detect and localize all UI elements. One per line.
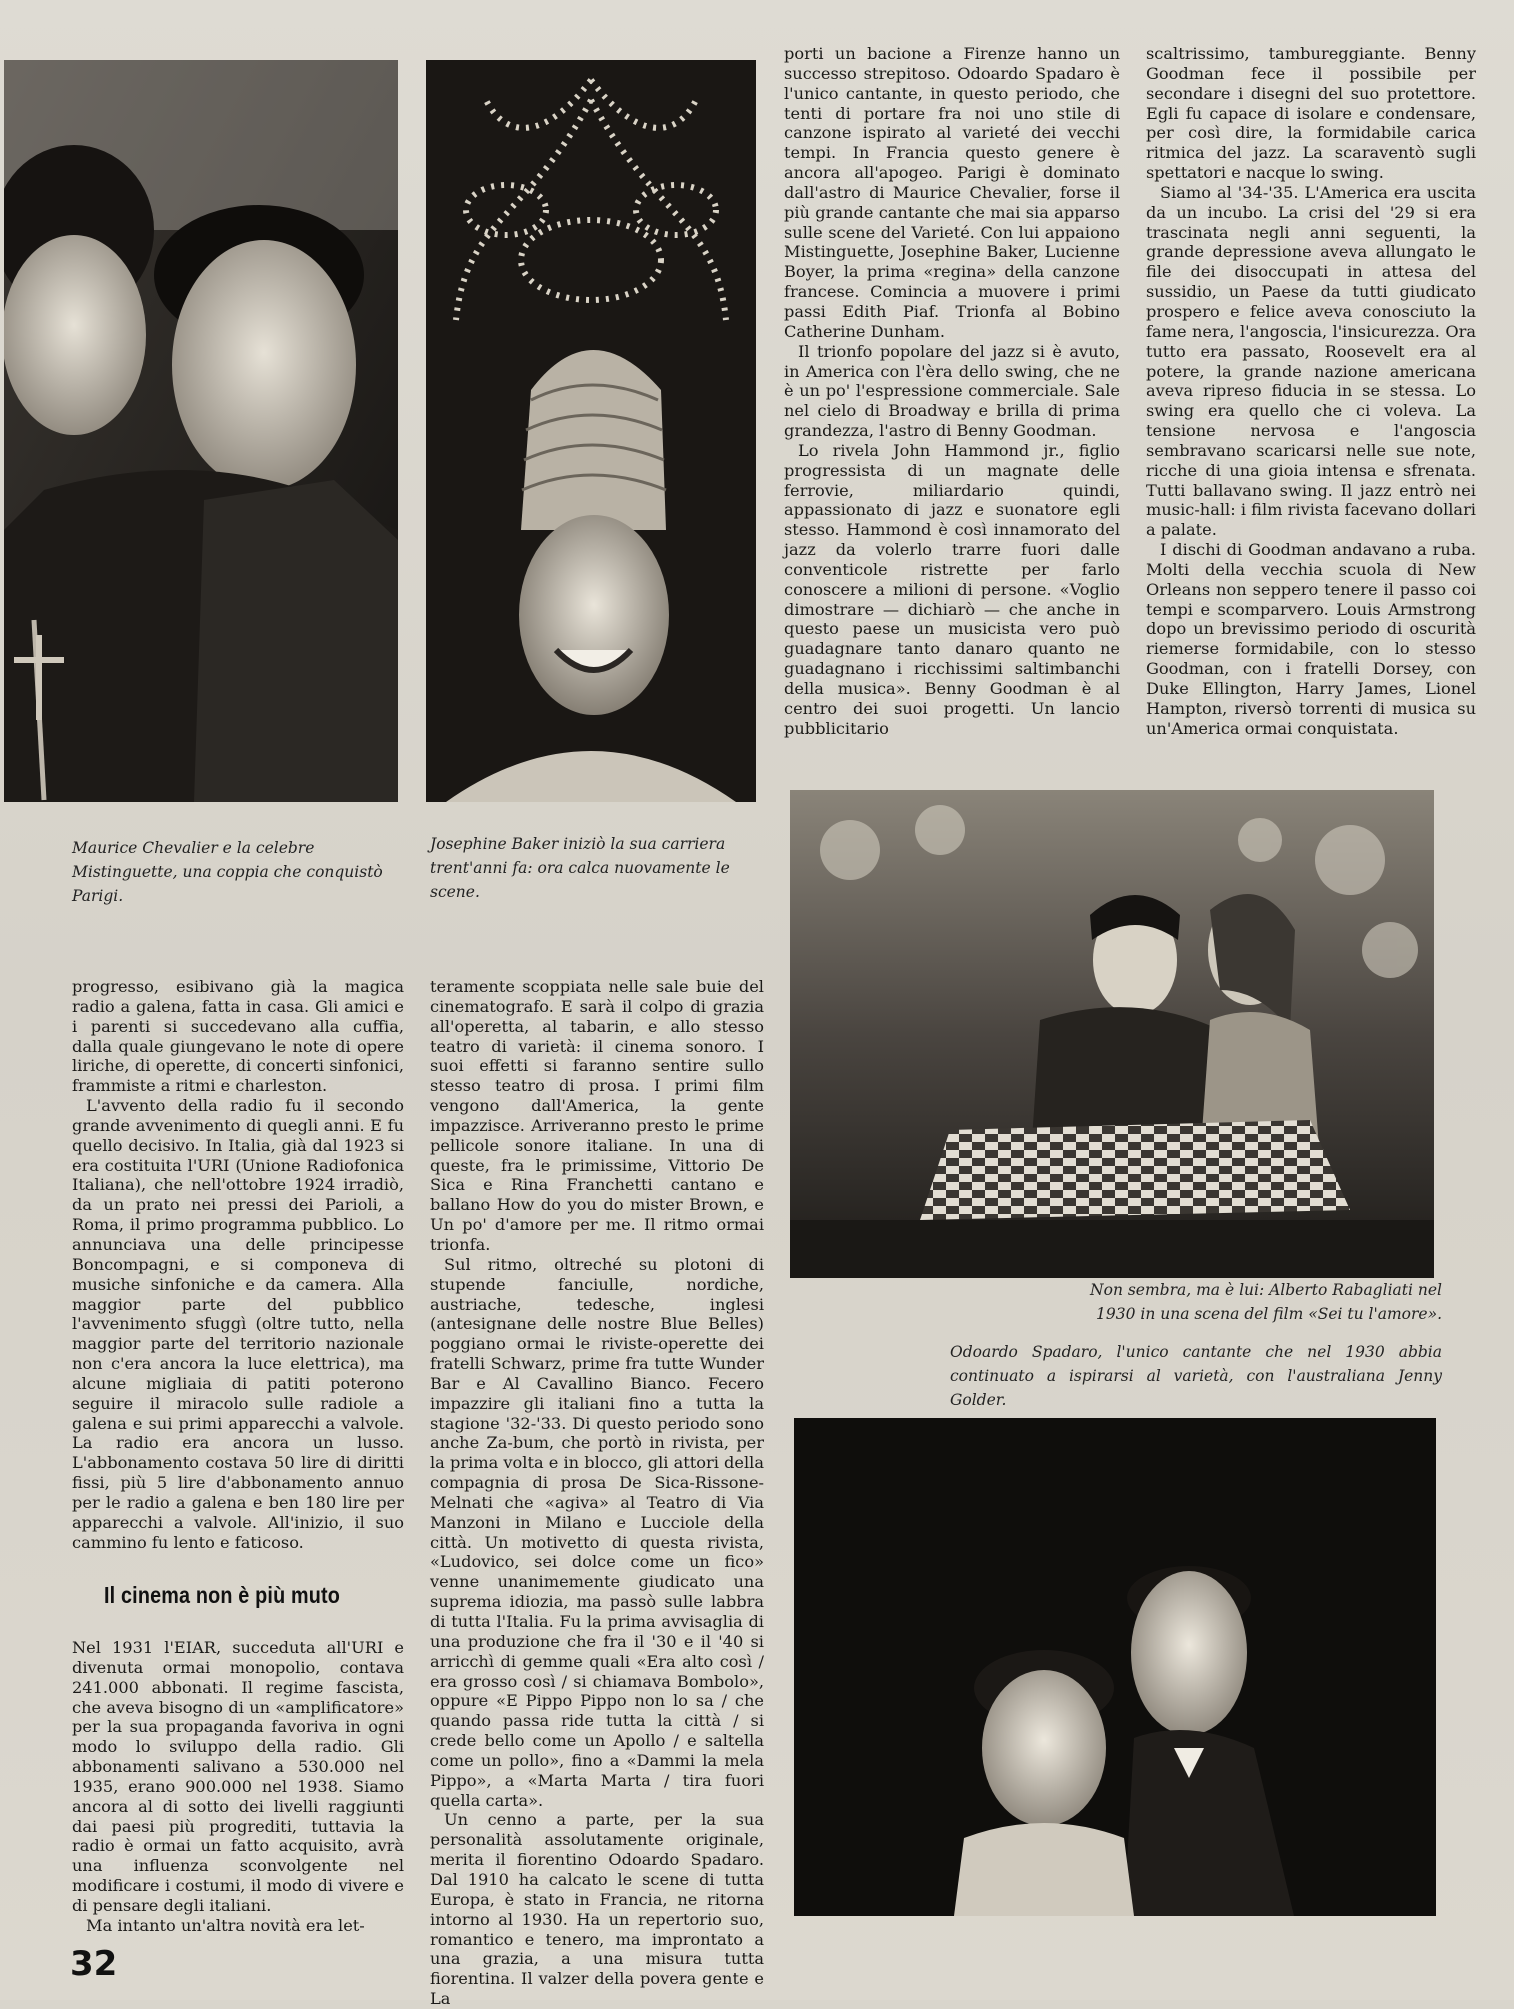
column-1-bottom-b [72, 1638, 404, 1936]
photo-spadaro-golder [794, 1418, 1436, 1916]
caption-rabagliati: Non sembra, ma è lui: Alberto Rabagliati nel 1930 in una scena del film «Sei tu l'amore». [1090, 1281, 1442, 1324]
page-number: 32 [70, 1944, 118, 1984]
photo-rabagliati-image [790, 790, 1434, 1278]
paragraph: teramente scoppiata nelle sale buie del cinematografo. E sarà il colpo di grazia all'operetta, al tabarin, e allo stesso teatro di varietà: il cinema sonoro. I suoi effetti si faranno sentire sullo stesso teatro di prosa. I primi film vengono dall'America, la gente impazzisce. Arriveranno presto le prime pellicole sonore italiane. In una di queste, fra le primissime, Vittorio De Sica e Rina Franchetti cantano e ballano How do you do mister Brown, e Un po' d'amore per me. Il ritmo ormai trionfa. [430, 977, 764, 1254]
paragraph: porti un bacione a Firenze hanno un successo strepitoso. Odoardo Spadaro è l'unico cantante, in questo periodo, che tenti di portare fra noi uno stile di canzone ispirato al varieté dei vecchi tempi. In Francia questo genere è ancora all'apogeo. Parigi è dominato dall'astro di Maurice Chevalier, forse il più grande cantante che mai sia apparso sulle scene del Varieté. Con lui appaiono Mistinguette, Josephine Baker, Lucienne Boyer, la prima «regina» della canzone francese. Comincia a muovere i primi passi Edith Piaf. Trionfa al Bobino Catherine Dunham. [784, 44, 1120, 341]
photo-chevalier-image [4, 60, 398, 802]
paragraph: Siamo al '34-'35. L'America era uscita da un incubo. La crisi del '29 si era trascinata negli anni seguenti, la grande depressione aveva allungato le file dei disoccupati in attesa del sussidio, un Paese da tutti giudicato prospero e felice aveva conosciuto la fame nera, l'angoscia, l'insicurezza. Ora tutto era passato, Roosevelt era al potere, la grande nazione americana aveva ripreso fiducia in se stessa. Lo swing era quello che ci voleva. La tensione nervosa e l'angoscia sembravano scaricarsi nelle sue note, ricche di una gioia intensa e sfrenata. Tutti ballavano swing. Il jazz entrò nei music-hall: i film rivista facevano dollari a palate. [1146, 182, 1476, 540]
paragraph: progresso, esibivano già la magica radio a galena, fatta in casa. Gli amici e i parenti si succedevano alla cuffia, dalla quale giungevano le note di opere liriche, di operette, di concerti sinfonici, frammiste a ritmi e charleston. [72, 977, 404, 1096]
paragraph: Lo rivela John Hammond jr., figlio progressista di un magnate delle ferrovie, miliardario quindi, appassionato di jazz e suonatore egli stesso. Hammond è così innamorato del jazz da volerlo trarre fuori dalle conventicole ristrette per farlo conoscere a milioni di persone. «Voglio dimostrare — dichiarò — che anche in questo paese un musicista vero può guadagnare tanto danaro quanto ne guadagnano i ricchissimi saltimbanchi della musica». Benny Goodman è al centro dei suoi progetti. Un lancio pubblicitario [784, 440, 1120, 738]
paragraph: I dischi di Goodman andavano a ruba. Molti della vecchia scuola di New Orleans non seppero tenere il passo coi tempi e scomparvero. Louis Armstrong dopo un brevissimo periodo di oscurità riemerse formidabile, con lo stesso Goodman, con i fratelli Dorsey, con Duke Ellington, Harry James, Lionel Hampton, riversò torrenti di musica su un'America ormai conquistata. [1146, 540, 1476, 738]
photo-josephine-baker [426, 60, 756, 802]
caption-spadaro: Odoardo Spadaro, l'unico cantante che nel 1930 abbia continuato a ispirarsi al varietà, con l'australiana Jenny Golder. [950, 1343, 1442, 1410]
section-heading: Il cinema non è più muto [104, 1582, 341, 1608]
paragraph: L'avvento della radio fu il secondo grande avvenimento di quegli anni. E fu quello decisivo. In Italia, già dal 1923 si era costituita l'URI (Unione Radiofonica Italiana), che nell'ottobre 1924 irradiò, da un prato nei pressi dei Parioli, a Roma, il primo programma pubblico. Lo annunciava una delle principesse Boncompagni, e si componeva di musiche sinfoniche e da camera. Alla maggior parte del pubblico l'avvenimento sfuggì (oltre tutto, nella maggior parte del territorio nazionale non c'era ancora la luce elettrica), ma alcune migliaia di patiti poterono seguire il miracolo sulle radiole a galena e sui primi apparecchi a valvole. La radio era ancora un lusso. L'abbonamento costava 50 lire di diritti fissi, più 5 lire d'abbonamento annuo per le radio a galena e ben 180 lire per apparecchi a valvole. All'inizio, il suo cammino fu lento e faticoso. [72, 1096, 404, 1552]
photo-rabagliati [790, 790, 1434, 1278]
column-3-top [784, 44, 1120, 739]
paragraph: Ma intanto un'altra novità era let- [86, 1915, 365, 1935]
paragraph: Nel 1931 l'EIAR, succeduta all'URI e divenuta ormai monopolio, contava 241.000 abbonati. Il regime fascista, che aveva bisogno di un «amplificatore» per la sua propaganda favoriva in ogni modo lo sviluppo della radio. Gli abbonamenti salivano a 530.000 nel 1935, erano 900.000 nel 1938. Siamo ancora al di sotto dei livelli raggiunti dai paesi più progrediti, tuttavia la radio è ormai un fatto acquisito, avrà una influenza sconvolgente nel modificare i costumi, il modo di vivere e di pensare degli italiani. [72, 1638, 404, 1915]
photo-chevalier-mistinguette [4, 60, 398, 802]
column-1-bottom-a [72, 977, 404, 1552]
paragraph: Il trionfo popolare del jazz si è avuto, in America con l'èra dello swing, che ne è un po' l'espressione commerciale. Sale nel cielo di Broadway e brilla di prima grandezza, l'astro di Benny Goodman. [784, 341, 1120, 441]
photo-baker-image [426, 60, 756, 802]
paragraph: Sul ritmo, oltreché su plotoni di stupende fanciulle, nordiche, austriache, tedesche, inglesi (antesignane delle nostre Blue Belles) poggiano ormai le riviste-operette dei fratelli Schwarz, prime fra tutte Wunder Bar e Al Cavallino Bianco. Fecero impazzire gli italiani fino a tutta la stagione '32-'33. Di questo periodo sono anche Za-bum, che portò in rivista, per la prima volta e in blocco, gli attori della compagnia di prosa De Sica-Rissone-Melnati che «agiva» al Teatro di Via Manzoni in Milano e Lucciole della città. Un motivetto di questa rivista, «Ludovico, sei dolce come un fico» venne unanimemente giudicato una suprema idiozia, ma passò sulle labbra di tutta l'Italia. Fu la prima avvisaglia di una produzione che fra il '30 e il '40 si arricchì di gemme quali «Era alto così / era grosso così / si chiamava Bombolo», oppure «E Pippo Pippo non lo sa / che quando passa ride tutta la città / si crede bello come un Apollo / e saltella come un pollo», fino a «Dammi la mela Pippo», a «Marta Marta / tira fuori quella carta». [430, 1254, 764, 1810]
caption-baker: Josephine Baker iniziò la sua carriera trent'anni fa: ora calca nuovamente le scene. [430, 835, 730, 902]
caption-chevalier: Maurice Chevalier e la celebre Mistinguette, una coppia che conquistò Parigi. [72, 839, 383, 906]
column-2-bottom [430, 977, 764, 2009]
photo-spadaro-image [794, 1418, 1436, 1916]
paragraph: Un cenno a parte, per la sua personalità assolutamente originale, merita il fiorentino Odoardo Spadaro. Dal 1910 ha calcato le scene di tutta Europa, è stato in Francia, ne ritorna intorno al 1930. Ha un repertorio suo, romantico e tenero, ma improntato a una grazia, a una misura tutta fiorentina. Il valzer della povera gente e La [430, 1810, 764, 2009]
paragraph: scaltrissimo, tambureggiante. Benny Goodman fece il possibile per secondare i disegni del suo protettore. Egli fu capace di isolare e condensare, per così dire, la formidabile carica ritmica del jazz. La scaraventò sugli spettatori e nacque lo swing. [1146, 44, 1476, 183]
column-4-top [1146, 44, 1476, 739]
